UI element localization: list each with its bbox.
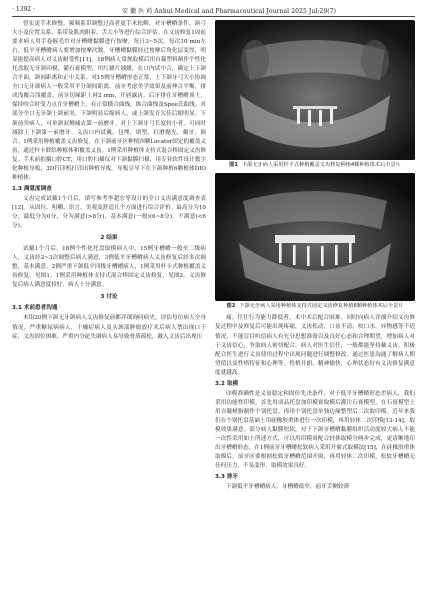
panoramic-xray-2 (215, 173, 415, 301)
section-3-1-heading: 3.1 术前患者沟通 (12, 305, 58, 312)
figure-1-caption-text: 下颌无牙病人采用杆卡式种植覆盖义齿修复种植4颗种植体术后全景片 (241, 162, 401, 168)
section-3-2-text: 印模准确性是义齿稳定和固位先决条件。对于低平牙槽嵴形态差病人，我们采用功能性印模。首先用成品托盘加印模膏取模后灌注石膏模型，在石膏模型上用自凝树脂制作个别托盘。再用个别托盘单独边缘整塑后二次取印模。近年来我们在个别托盘基础上用硅橡胶重体进行一次印模，再用轻体二次印模[13-14]，取模效果满意。部分病人黏膜松软，对于下颌牙槽嵴黏膜组织活动度较大病人不能一次性采用如上所述方式，可以用印模膏配合轻体取模分两步完成，更清晰地印出牙槽嵴形态。在1例前牙牙槽嵴松软病人采用开窗式取模法[15]，在硅橡胶重体取模后，前牙区要根据松软牙槽嵴范围开窗，再用轻体二次印模，松软牙槽嵴无任何压力，不易变形，取模效果良好。 (215, 390, 415, 470)
figure-1 (215, 20, 415, 169)
section-1-3-heading: 1.3 满意度调查 (12, 185, 52, 192)
section-3-3-text: 下颌低平牙槽嵴病人，牙槽嵴低窄，前牙舌侧较薄 (226, 484, 350, 491)
figure-1-label: 图1 (229, 162, 238, 168)
figure-2-caption (215, 303, 415, 310)
right-column (215, 20, 415, 492)
section-3-3-heading: 3.3 排牙 (215, 474, 239, 481)
left-column (12, 20, 206, 342)
figure-2 (215, 173, 415, 310)
section-2-heading: 2 结果 (100, 235, 118, 242)
figure-2-label: 图2 (226, 303, 236, 310)
section-3-1-text: 本组20例下颌无牙颌病人义齿修复前都详细询问病史，评估每位病人全身情况。严重糖尿病病人，干燥症病人及头颈部肿瘤放疗术后病人禁出现口干症，义齿固位困难。严重内分泌失调病人易导致骨质疏松，戴入义齿后出现压 (12, 315, 206, 340)
section-3-2-heading: 3.2 取模 (215, 380, 239, 387)
section-3-heading: 3 讨论 (100, 294, 118, 301)
figure-1-caption (215, 162, 415, 169)
page-header (12, 4, 415, 17)
section-2-text: 试戴1个月后，18例个性化托盘取模病人中，15例牙槽嵴一般至二级病人，义齿经2~3次调整后病人满意，3例低平牙槽嵴病人义齿修复后经多次调整，基本满意。2例严重下颌低平四级牙槽嵴病人，1例采用杆卡式种植覆盖义齿修复，见图1。1例采用种植体支持式混合桥固定义齿修复，见图2。义齿修复后病人满意度较好，病人十分满意。 (12, 246, 206, 289)
body-paragraph: 曾实更手术修整。频频系带调整过高者更手术松解。对牙槽嵴条件、颌弓大小及位置关系、系带及肌肉附着、舌大小等进行综合评估。在义齿修复1周前要求病人用手卷握毛巾对牙槽嵴黏膜进行按摩，每日3~5次，每次10 min左右。低平牙槽嵴病人要增加按摩次数。牙槽嵴黏膜经过按摩后角化层变厚，明显能提高病人对义齿耐受性[11]。18例病人常规取模后用自凝塑料制作个性化托盘取无牙颌印模，灌石膏模型，用红蜡片铺蜡，在口内试中合，确定上下颌合平面，颌间距离和正中关系。对15例牙槽嵴形态正常，上下颌牙弓大小协调全口无牙颌病人一般采用平分颌间距离。前牙考虑美学效果及前伸合平衡，排成浅覆合浅覆盖。前牙切缘距上唇2 mm，开唇露齿。后牙排在牙槽嵴顶上，保持咬合时受力点在牙槽嵴上。有正常横合曲线，纵合曲线及Spee氏曲线。对部分全口无牙颌上颌前突，下颌明显后缩病人，或上颌发育欠佳后缩明显，下颌前突病人，可单颌双侧减去第一前磨牙。对上下颌牙弓长度较小者，可同时减除上下颌第一前磨牙。义齿口内试戴，包埋，填塑，打磨抛光，戴牙，调合。1例采用种植覆盖义齿修复。在下颌前牙区种植四颗Locator固定的覆盖义齿，通过杆卡联结种植体和覆盖义齿。1例采用种植体支持式混合桥固定义齿修复。手术前拍摄口腔CT，用口腔扫描仪对下颌黏膜扫描，用专业软件设计数字化种植导板，3D打印机打印出种植导板。导板引导下在下颌种植6颗植体DIO种植体。 (12, 21, 206, 181)
panoramic-xray-1 (215, 20, 415, 160)
page-number: · 1392 · (12, 6, 35, 13)
section-1-3-text: 义齿完成试戴1个月后，填写参考李超宏等设计的全口义齿满意度调查表[12]。从固位、咀嚼、语言、美观及舒适几个方面进行综合评价。最高分为10分，最低分为0分，分为满意(>8分)，基本满意(一般)(6~8分)，不满意(<6分)。 (12, 195, 206, 230)
body-paragraph: 痛。往往行为能力降低者，术中术后配合困难。同时向病人详细介绍义齿修复过程中及修复后可能出现疼痛，义齿松动，口齿不清，咬口水，异物感等不适情况，不能盲目听信病人有充分思想准备以及良好心态和合理期望，增加病人对于义齿信心，争取病人密切配合。病人对医生信任，一般都能坚持戴义齿，积极配合医生进行义齿使用过程中出现问题进行调整修改。通过医患沟通了解病人期望值以及性格特征和心理等。性格开朗，精神愉快，心理状态好有义齿修复满意度就越高。 (215, 315, 415, 376)
figure-2-caption-text: 下颌无牙病人采用种植体支持式固定义齿修复种植6颗种植体术后全景片 (239, 303, 404, 310)
journal-title: 安 徽 医 药 Anhui Medical and Pharmaceutical Journal 2025 Jul;29(7) (122, 8, 337, 15)
